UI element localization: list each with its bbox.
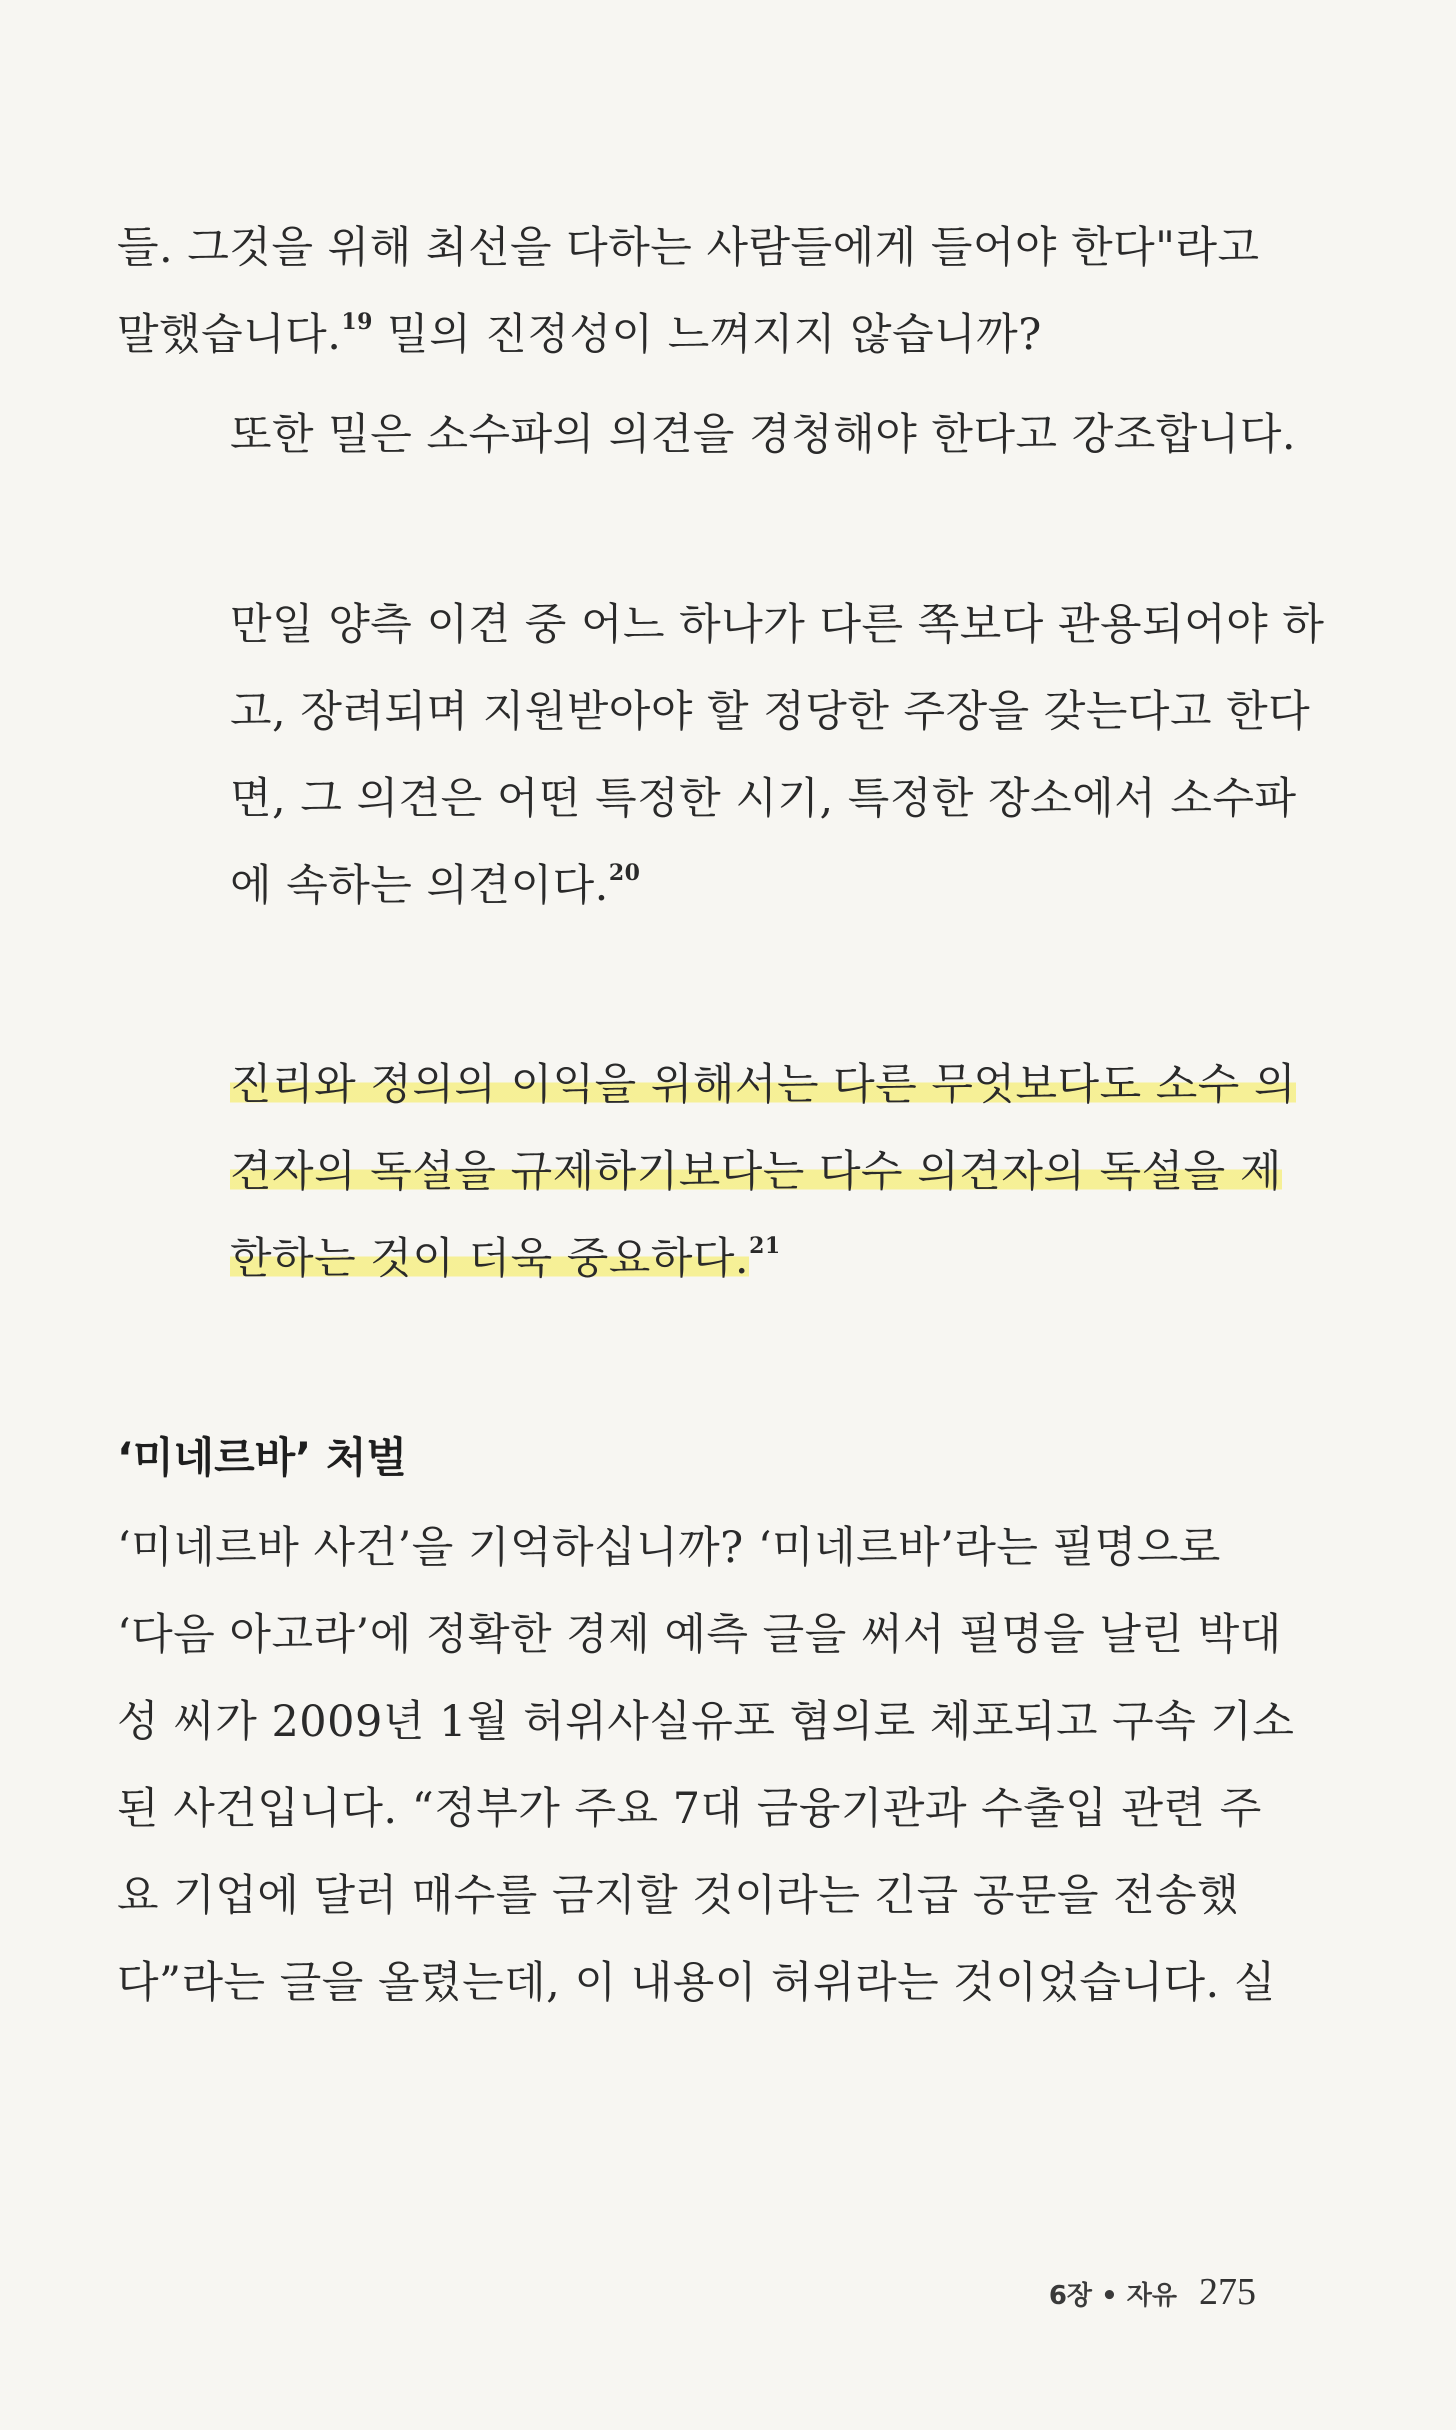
footnote-ref-19[interactable]: 19: [341, 309, 373, 335]
paragraph1-line2-rest: 밀의 진정성이 느껴지지 않습니까?: [372, 310, 1042, 360]
paragraph2-line1: 또한 밀은 소수파의 의견을 경청해야 한다고 강조합니다.: [230, 410, 1297, 460]
paragraph3-line3: 성 씨가 2009년 1월 허위사실유포 혐의로 체포되고 구속 기소: [117, 1697, 1295, 1747]
paragraph3-line1: ‘미네르바 사건’을 기억하십니까? ‘미네르바’라는 필명으로: [117, 1523, 1221, 1573]
paragraph3-line6: 다”라는 글을 올렸는데, 이 내용이 허위라는 것이었습니다. 실: [117, 1958, 1276, 2008]
paragraph1-line2: [117, 305, 1042, 365]
quote1-line4-text: 에 속하는 의견이다.: [230, 861, 609, 911]
footnote-ref-20[interactable]: 20: [608, 860, 641, 886]
page-number: 275: [1199, 2271, 1256, 2313]
quote1-line4: [230, 856, 640, 916]
paragraph3-line2: ‘다음 아고라’에 정확한 경제 예측 글을 써서 필명을 날린 박대: [117, 1610, 1282, 1660]
paragraph3-line5: 요 기업에 달러 매수를 금지할 것이라는 긴급 공문을 전송했: [117, 1871, 1240, 1921]
quote1-line2: 고, 장려되며 지원받아야 할 정당한 주장을 갖는다고 한다: [230, 687, 1311, 737]
quote2-line1: [230, 1055, 1296, 1115]
highlight-mark: 견자의 독설을 규제하기보다는 다수 의견자의 독설을 제: [230, 1147, 1282, 1197]
paragraph1-line1: 들. 그것을 위해 최선을 다하는 사람들에게 들어야 한다"라고: [117, 223, 1260, 273]
footnote-ref-21[interactable]: 21: [749, 1233, 781, 1259]
quote1-line1: 만일 양측 이견 중 어느 하나가 다른 쪽보다 관용되어야 하: [230, 600, 1325, 650]
section-heading: ‘미네르바’ 처벌: [117, 1433, 407, 1482]
quote2-line3: [230, 1229, 781, 1289]
highlight-mark: 진리와 정의의 이익을 위해서는 다른 무엇보다도 소수 의: [230, 1060, 1297, 1110]
page-footer: [1049, 2270, 1256, 2314]
chapter-label: 6장 • 자유: [1048, 2281, 1177, 2311]
quote1-line3: 면, 그 의견은 어떤 특정한 시기, 특정한 장소에서 소수파: [230, 774, 1297, 824]
quote2-line2: [230, 1142, 1282, 1202]
highlight-mark: 한하는 것이 더욱 중요하다.: [230, 1234, 750, 1284]
paragraph1-line2-text: 말했습니다.: [117, 310, 342, 360]
paragraph3-line4: 된 사건입니다. “정부가 주요 7대 금융기관과 수출입 관련 주: [117, 1784, 1262, 1834]
